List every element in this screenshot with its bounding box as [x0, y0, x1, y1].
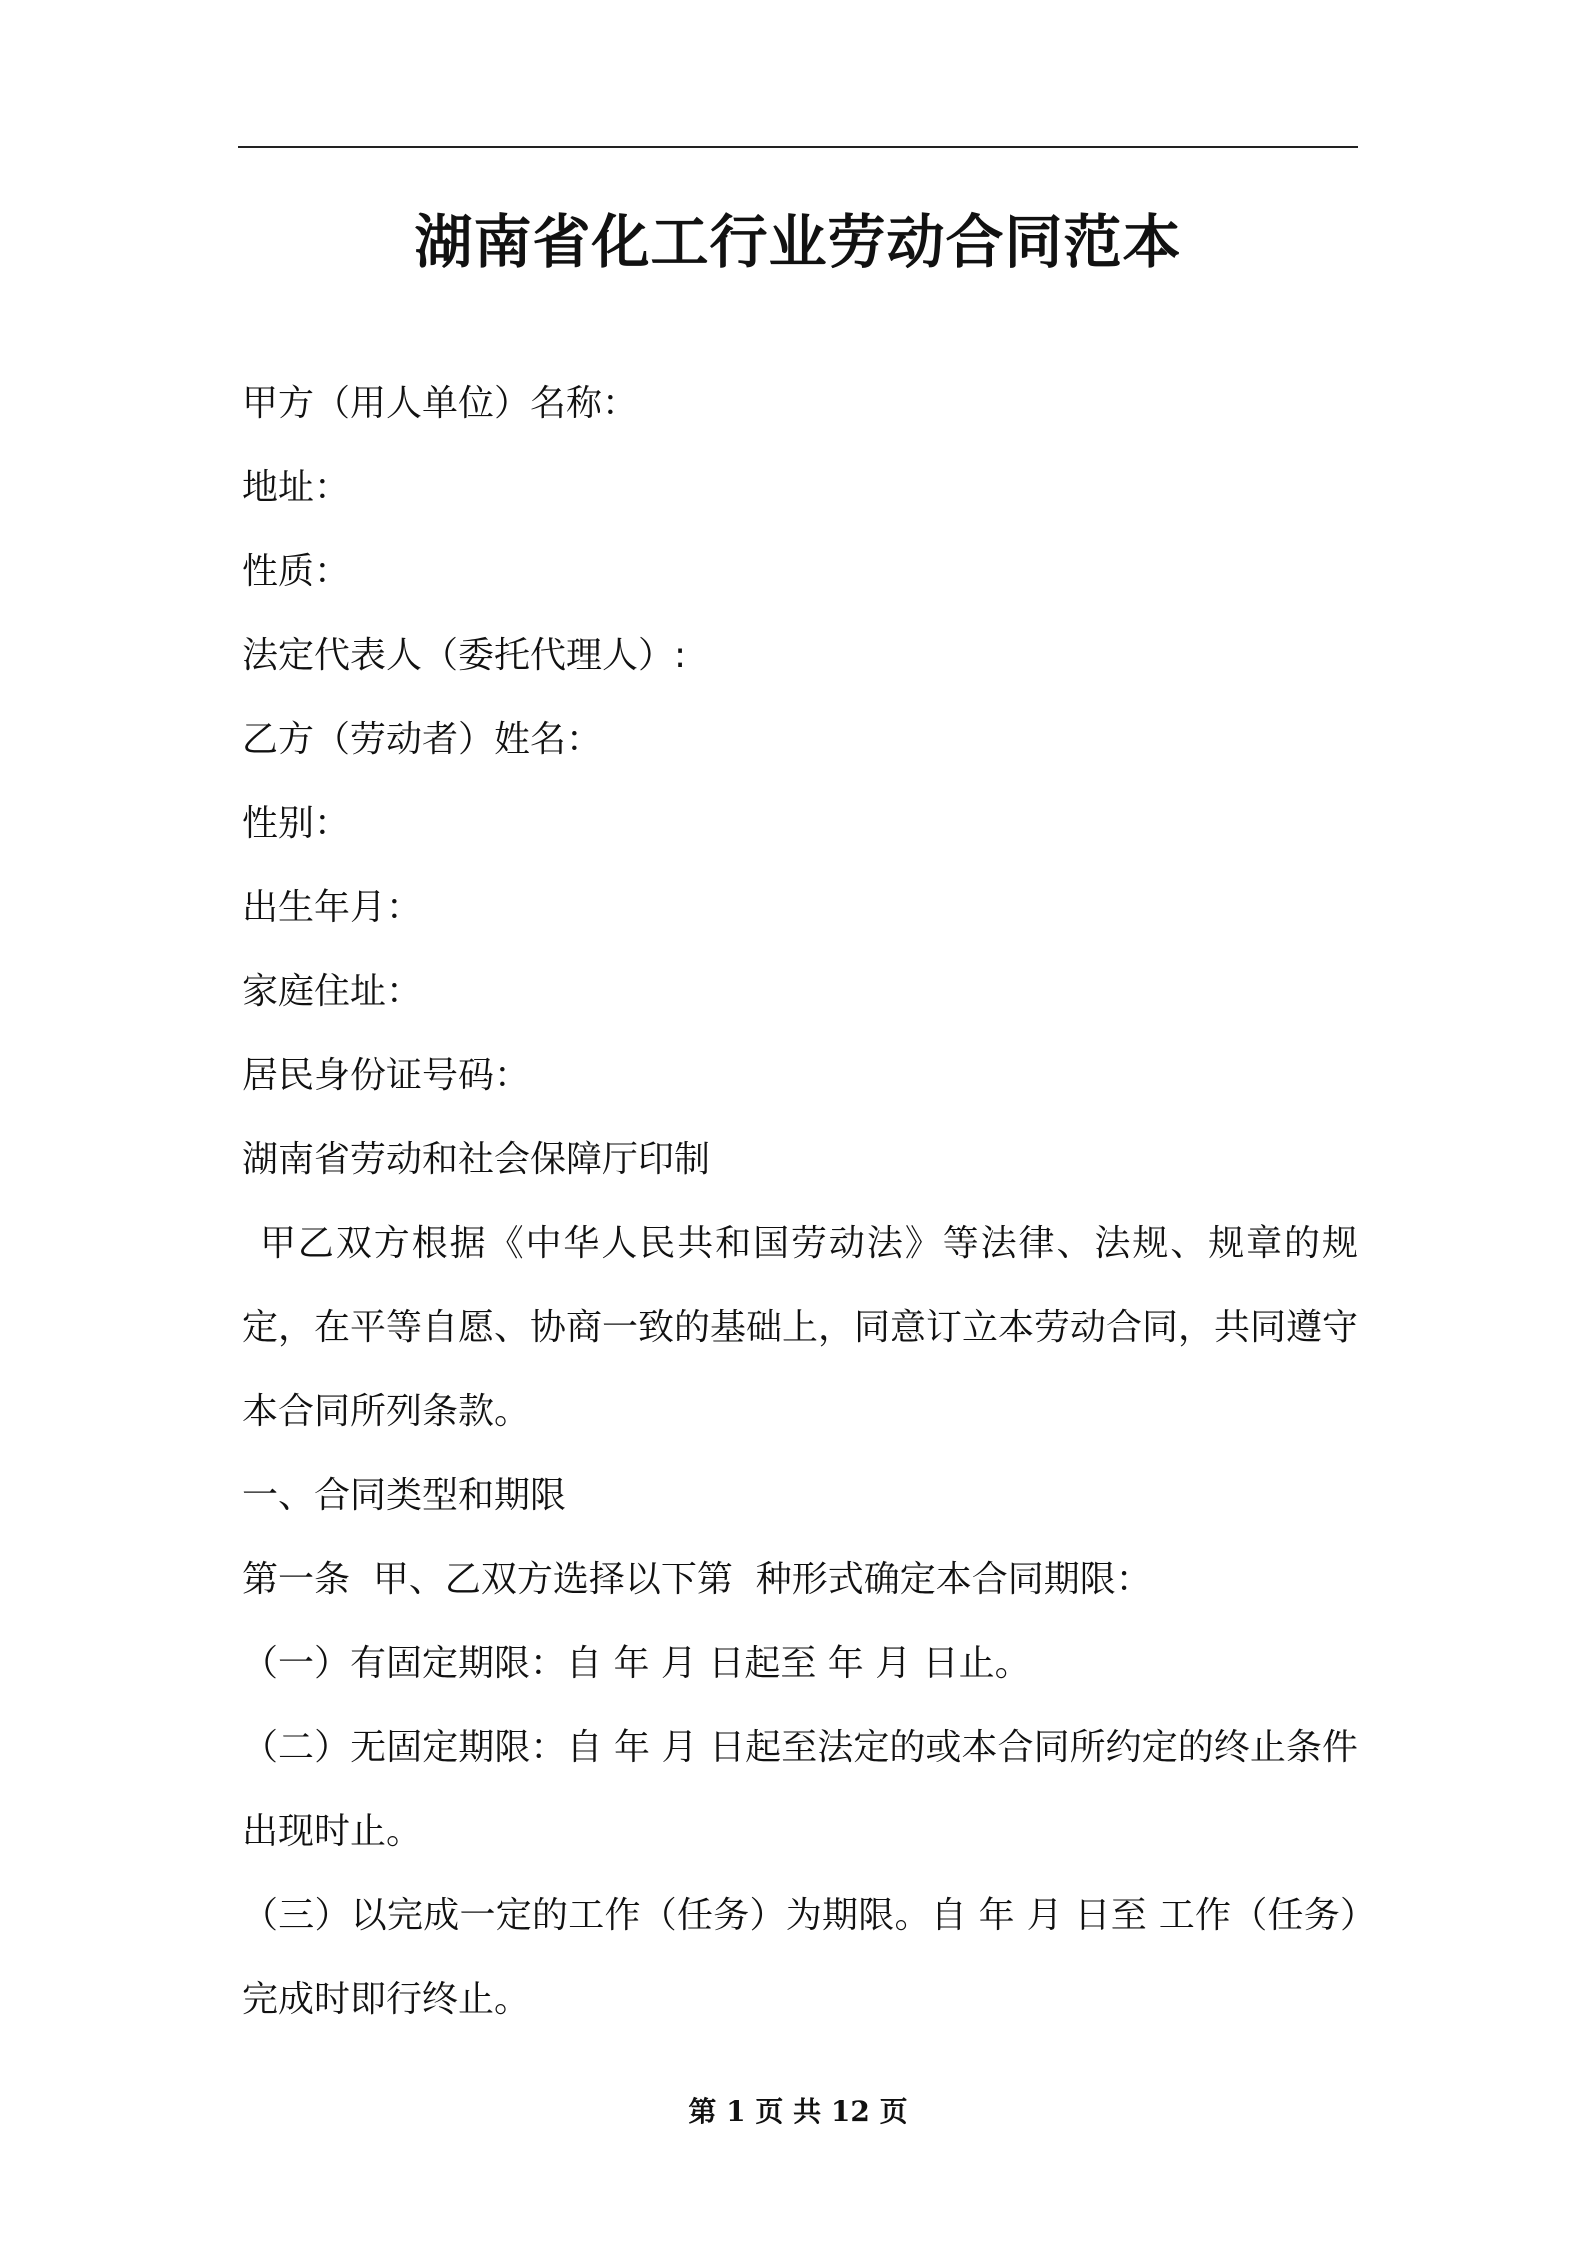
field-employee-name: 乙方（劳动者）姓名： — [242, 719, 603, 760]
preamble-paragraph: 甲乙双方根据《中华人民共和国劳动法》等法律、法规、规章的规定，在平等自愿、协商一致的基础上，同意订立本劳动合同，共同遵守本合同所列条款。 — [242, 1223, 1359, 1432]
document-body — [242, 362, 1358, 2042]
option-open-term: （二）无固定期限：自 年 月 日起至法定的或本合同所约定的终止条件出现时止。 — [242, 1727, 1358, 1852]
article-1: 第一条 甲、乙双方选择以下第 种形式确定本合同期限： — [242, 1559, 1152, 1600]
page-number-footer: 第 1 页 共 12 页 — [688, 2095, 908, 2128]
field-id-number: 居民身份证号码： — [242, 1055, 531, 1096]
field-home-address: 家庭住址： — [242, 971, 423, 1012]
field-nature: 性质： — [242, 551, 351, 592]
header-rule — [238, 146, 1358, 148]
printer-note: 湖南省劳动和社会保障厅印制 — [242, 1139, 711, 1180]
section-heading-contract-type: 一、合同类型和期限 — [242, 1475, 567, 1516]
document-title: 湖南省化工行业劳动合同范本 — [414, 208, 1182, 276]
field-legal-representative: 法定代表人（委托代理人）: — [242, 635, 687, 676]
option-task-based: （三）以完成一定的工作（任务）为期限。自 年 月 日至 工作（任务）完成时即行终止。 — [242, 1895, 1358, 2020]
field-gender: 性别： — [242, 803, 351, 844]
field-address: 地址： — [242, 467, 351, 508]
field-employer-name: 甲方（用人单位）名称： — [242, 383, 639, 424]
option-fixed-term: （一）有固定期限：自 年 月 日起至 年 月 日止。 — [242, 1643, 1031, 1684]
field-birth-date: 出生年月： — [242, 887, 423, 928]
